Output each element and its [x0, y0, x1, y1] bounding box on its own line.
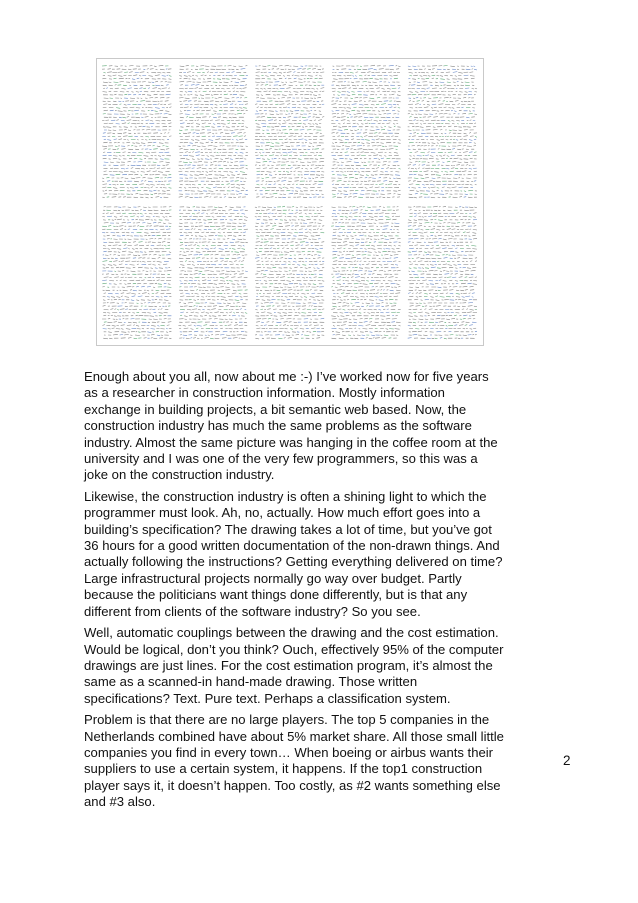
- drawing-panel: [331, 65, 400, 198]
- hatch-marks: [255, 207, 324, 339]
- drawing-panel: [331, 206, 400, 339]
- drawing-panel: [178, 206, 247, 339]
- figure-image: [96, 58, 484, 346]
- hatch-marks: [408, 66, 477, 197]
- hatch-marks: [102, 206, 171, 339]
- paragraph-3: Well, automatic couplings between the drawing and the cost estimation. Would be logical, don’t you think? Ouch, effectively 95% of the computer drawings are just lines. For the cost estimation program, it’s almost the same as a scanned-in hand-made drawing. Those written specifications? Text. Pure text. Perhaps a classification system.: [84, 625, 504, 706]
- drawing-panel: [102, 206, 171, 339]
- hatch-marks: [102, 65, 171, 198]
- drawing-panel: [102, 65, 171, 198]
- drawing-panel: [408, 206, 477, 339]
- paragraph-1: Enough about you all, now about me :-) I’ve worked now for five years as a researcher in construction information. Mostly information exchange in building projects, a bit semantic web based. Now, the construction industry has much the same problems as the software industry. Almost the same picture was hanging in the coffee room at the university and I was one of the very few programmers, so this was a joke on the construction industry.: [84, 369, 498, 483]
- hatch-marks: [179, 66, 248, 191]
- paragraph-4: Problem is that there are no large players. The top 5 companies in the Netherlands combined have about 5% market share. All those small little companies you find in every town… When boeing or airbus wants their suppliers to use a certain system, it happens. If the top1 construction player says it, it doesn’t happen. Too costly, as #2 wants something else and #3 also.: [84, 712, 504, 810]
- hatch-marks: [102, 207, 171, 338]
- drawing-panel: [255, 65, 324, 197]
- drawing-panel: [408, 65, 477, 198]
- drawing-panel: [255, 206, 324, 339]
- hatch-marks: [178, 206, 247, 339]
- hatch-marks: [179, 65, 248, 197]
- drawing-panel: [179, 65, 248, 197]
- page-number: 2: [563, 753, 571, 768]
- body-text: [84, 369, 504, 816]
- paragraph-2: Likewise, the construction industry is often a shining light to which the programmer must look. Ah, no, actually. How much effort goes into a building’s specification? The drawing takes a lot of time, but you’ve got 36 hours for a good written documentation of the non-drawn things. And actually following the instructions? Getting everything delivered on time? Large infrastructural projects normally go way over budget. Partly because the politicians want things done differently, but is that any different from clients of the software industry? So you see.: [84, 488, 503, 619]
- hatch-marks: [408, 206, 477, 339]
- figure-drawing: [97, 59, 483, 345]
